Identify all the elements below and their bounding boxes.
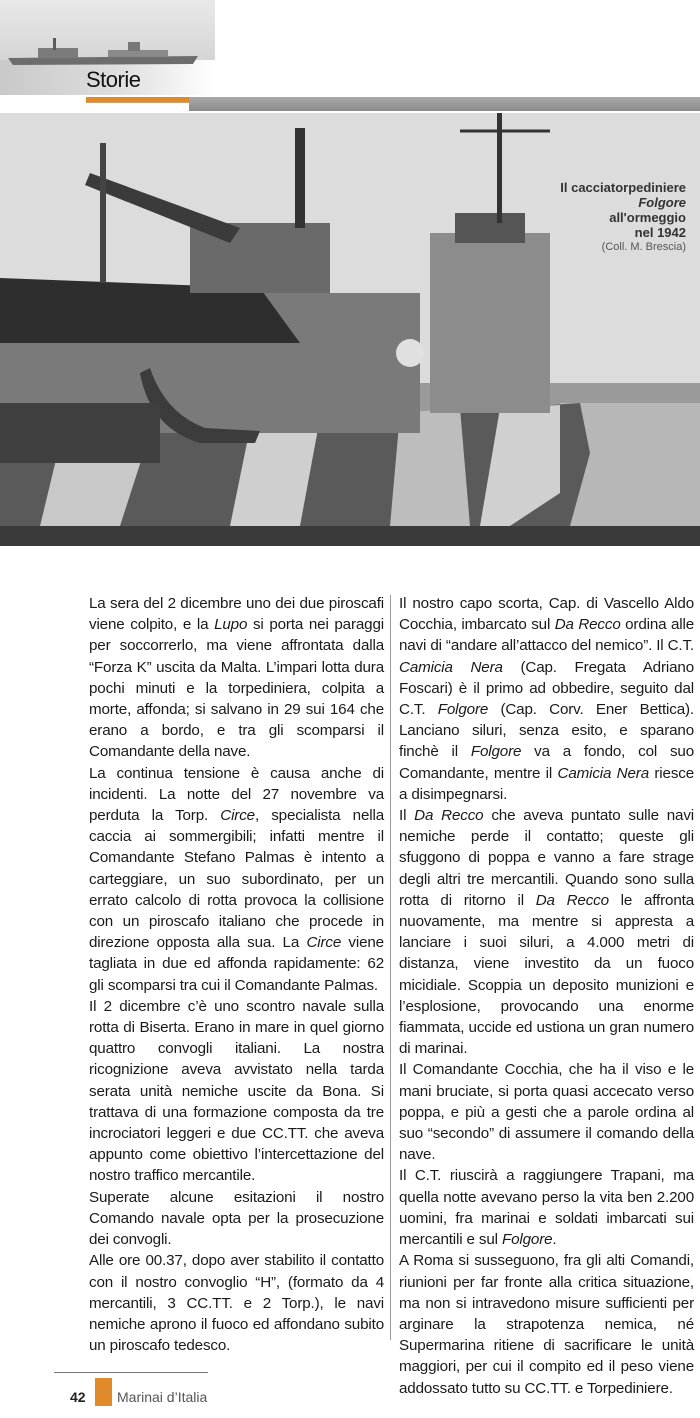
page-number: 42 [70, 1389, 86, 1405]
paragraph-text: Il [399, 807, 415, 825]
footer-accent-block [95, 1378, 112, 1406]
caption-ship-name: Folgore [638, 195, 686, 210]
article-column-left [89, 593, 384, 1356]
ship-name-italic: Circe [306, 934, 342, 952]
ship-name-italic: Lupo [214, 616, 248, 634]
paragraph-text: Il nostro capo scorta, Cap. di Vascello Aldo Cocchia, imbarcato sul [399, 595, 694, 634]
photo-bottom-band [0, 526, 700, 546]
caption-line-4: nel 1942 [634, 225, 686, 240]
paragraph-text: che aveva puntato sulle navi nemiche perde il contatto; queste gli sfuggono di poppa e vanno a fare strage degli altri tre mercantili. Quando sono sulla rotta di ritorno il [399, 807, 695, 909]
ship-name-italic: Circe [220, 807, 255, 825]
paragraph-text: A Roma si susseguono, fra gli alti Comandi, riunioni per far fronte alla critica situazione, ma non si intravedono misure sufficienti per arginare la strapotenza nemica, né Supermarina ritiene di sacrificare le unità maggiori, per cui il compito ed il peso viene addossato tutto su CC.TT. e Torpediniere. [399, 1252, 694, 1397]
section-divider-bar [189, 97, 700, 111]
paragraph-text: ordina alle navi di “andare all’attacco del nemico”. Il C.T. [399, 616, 694, 655]
section-accent-line [86, 102, 189, 103]
ship-name-italic: Da Recco [554, 616, 621, 634]
article-paragraph [89, 1187, 384, 1251]
article-paragraph [399, 1165, 694, 1250]
ship-name-italic: Folgore [437, 701, 489, 719]
paragraph-text: Alle ore 00.37, dopo aver stabilito il contatto con il nostro convoglio “H”, (formato da 4 mercantili, 3 CC.TT. e 2 Torp.), le navi nemiche aprono il fuoco ed affondano subito un piroscafo tedesco. [89, 1252, 384, 1355]
photo-caption [486, 180, 686, 255]
destroyer-photo [0, 113, 700, 546]
paragraph-text: riesce a disimpegnarsi. [399, 764, 695, 803]
destroyer-illustration [0, 113, 700, 546]
paragraph-text: La sera del 2 dicembre uno dei due piroscafi viene colpito, e la [89, 595, 384, 634]
article-paragraph [89, 593, 384, 763]
article-paragraph [399, 1250, 694, 1398]
caption-credit: (Coll. M. Brescia) [601, 241, 686, 253]
footer-rule [54, 1372, 208, 1373]
section-title: Storie [86, 67, 141, 92]
article-paragraph [399, 805, 694, 1059]
article-paragraph [89, 996, 384, 1187]
paragraph-text: va a fondo, col suo Comandante, mentre il [399, 743, 694, 782]
paragraph-text: viene tagliata in due ed affonda rapidamente: 62 gli scomparsi tra cui il Comandante Palmas. [89, 934, 384, 994]
article-paragraph [399, 593, 694, 805]
paragraph-text: La continua tensione è causa anche di incidenti. La notte del 27 novembre va perduta la Torp. [89, 764, 384, 825]
paragraph-text: Superate alcune esitazioni il nostro Comando navale opta per la prosecuzione dei convogli. [89, 1188, 384, 1249]
paragraph-text: Il C.T. riuscirà a raggiungere Trapani, ma quella notte avevano perso la vita ben 2.200 uomini, fra marinai e soldati imbarcati sui mercantili e sul [399, 1167, 694, 1249]
paragraph-text: (Cap. Fregata Adriano Foscari) è il primo ad obbedire, seguito dal C.T. [399, 658, 694, 719]
paragraph-text: . [552, 1231, 557, 1249]
header-ship-silhouette [8, 38, 198, 66]
paragraph-text: le affronta nuovamente, ma mentre si appresta a lanciare i suoi siluri, a 4.000 metri di distanza, viene investito da un fuoco micidiale. Scoppia un deposito munizioni e l’esplosione, provocando una enorme fiammata, uccide ed ustiona un gran numero di marinai. [399, 891, 694, 1058]
paragraph-text: Il 2 dicembre c’è uno scontro navale sulla rotta di Biserta. Erano in mare in quel giorno quattro convogli italiani. La nostra ricognizione aveva avvistato nella tarda serata unità nemiche uscite da Bona. Si trattava di una formazione composta da tre incrociatori leggeri e due CC.TT. che aveva appunto come obiettivo l’intercettazione del nostro traffico mercantile. [89, 997, 384, 1185]
ship-name-italic: Da Recco [414, 807, 484, 825]
article-paragraph [89, 1250, 384, 1356]
caption-line-1: Il cacciatorpediniere [560, 180, 686, 195]
paragraph-text: Il Comandante Cocchia, che ha il viso e le mani bruciate, si porta quasi accecato verso poppa, e più a gesti che a parole ordina al suo “secondo” di assumere il comando della nave. [399, 1061, 694, 1164]
article-paragraph [89, 763, 384, 996]
paragraph-text: , specialista nella caccia ai sommergibili; infatti mentre il Comandante Stefano Palmas è intento a carteggiare, un suo subordinato, per un errato calcolo di rotta provoca la collisione con un piroscafo italiano che procede in direzione opposta alla sua. La [89, 807, 384, 952]
ship-name-italic: Folgore [470, 743, 522, 761]
ship-name-italic: Folgore [501, 1231, 553, 1249]
caption-line-3: all'ormeggio [609, 210, 686, 225]
ship-name-italic: Camicia Nera [557, 764, 650, 782]
column-divider [390, 595, 391, 1340]
ship-name-italic: Da Recco [535, 891, 609, 909]
paragraph-text: (Cap. Corv. Ener Bettica). Lanciano siluri, senza esito, e sparano finchè il [399, 701, 694, 761]
magazine-name: Marinai d’Italia [117, 1389, 208, 1405]
article-paragraph [399, 1059, 694, 1165]
paragraph-text: si porta nei paraggi per soccorrerlo, ma viene affrontata dalla “Forza K” uscita da Malta. L’impari lotta dura pochi minuti e la torpediniera, colpita a morte, affonda; si salvano in 29 sui 164 che erano a bordo, e tra gli scomparsi il Comandante della nave. [89, 616, 385, 761]
ship-name-italic: Camicia Nera [399, 658, 503, 676]
article-column-right [399, 593, 694, 1399]
